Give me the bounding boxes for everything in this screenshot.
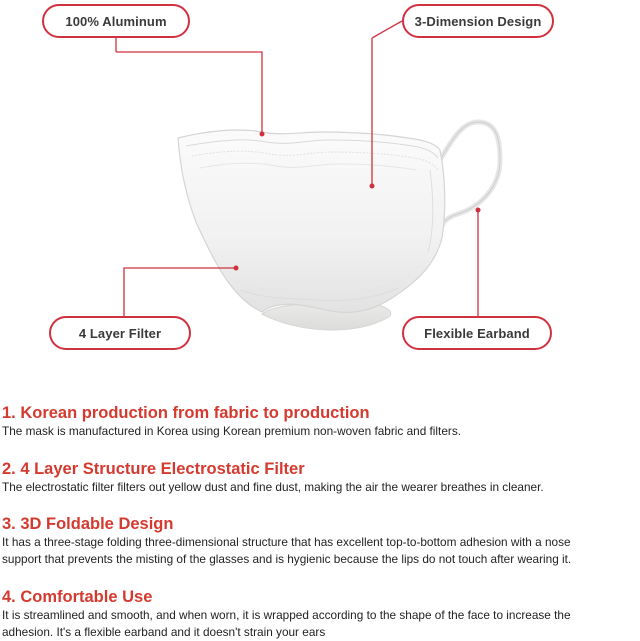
feature-title: 2. 4 Layer Structure Electrostatic Filter xyxy=(2,460,305,478)
callout-3d-design-label: 3-Dimension Design xyxy=(414,13,542,29)
feature-title: 3. 3D Foldable Design xyxy=(2,515,174,533)
feature-text: adhesion. It's a flexible earband and it doesn't strain your ears xyxy=(2,625,326,639)
feature-title: 1. Korean production from fabric to production xyxy=(2,404,370,422)
feature-text: support that prevents the misting of the glasses and is hygienic because the lips do not touch after wearing it. xyxy=(2,552,572,566)
feature-text: It has a three-stage folding three-dimensional structure that has excellent top-to-bottom adhesion with a nose xyxy=(2,535,571,549)
feature-section-1 xyxy=(2,403,638,440)
mask-body xyxy=(178,130,445,312)
feature-title: 4. Comfortable Use xyxy=(2,588,153,606)
feature-section-3 xyxy=(2,514,638,568)
feature-text: The electrostatic filter filters out yellow dust and fine dust, making the air the wearer breathes in cleaner. xyxy=(2,480,544,494)
callout-earband-label: Flexible Earband xyxy=(424,325,530,341)
feature-section-2 xyxy=(2,459,638,496)
aluminum-leader-h xyxy=(116,52,262,134)
callout-aluminum-label: 100% Aluminum xyxy=(65,13,167,29)
feature-text: The mask is manufactured in Korea using Korean premium non-woven fabric and filters. xyxy=(2,424,461,438)
callout-earband xyxy=(402,316,552,350)
feature-text: It is streamlined and smooth, and when worn, it is wrapped according to the shape of the face to increase the xyxy=(2,608,571,622)
callout-3d-design xyxy=(402,4,554,38)
earband-loop xyxy=(440,122,500,226)
filter-leader xyxy=(124,268,236,316)
callout-filter xyxy=(49,316,191,350)
dimension-leader-cap xyxy=(372,21,402,38)
feature-section-4 xyxy=(2,587,638,641)
callout-filter-label: 4 Layer Filter xyxy=(78,325,162,341)
callout-aluminum xyxy=(42,4,190,38)
